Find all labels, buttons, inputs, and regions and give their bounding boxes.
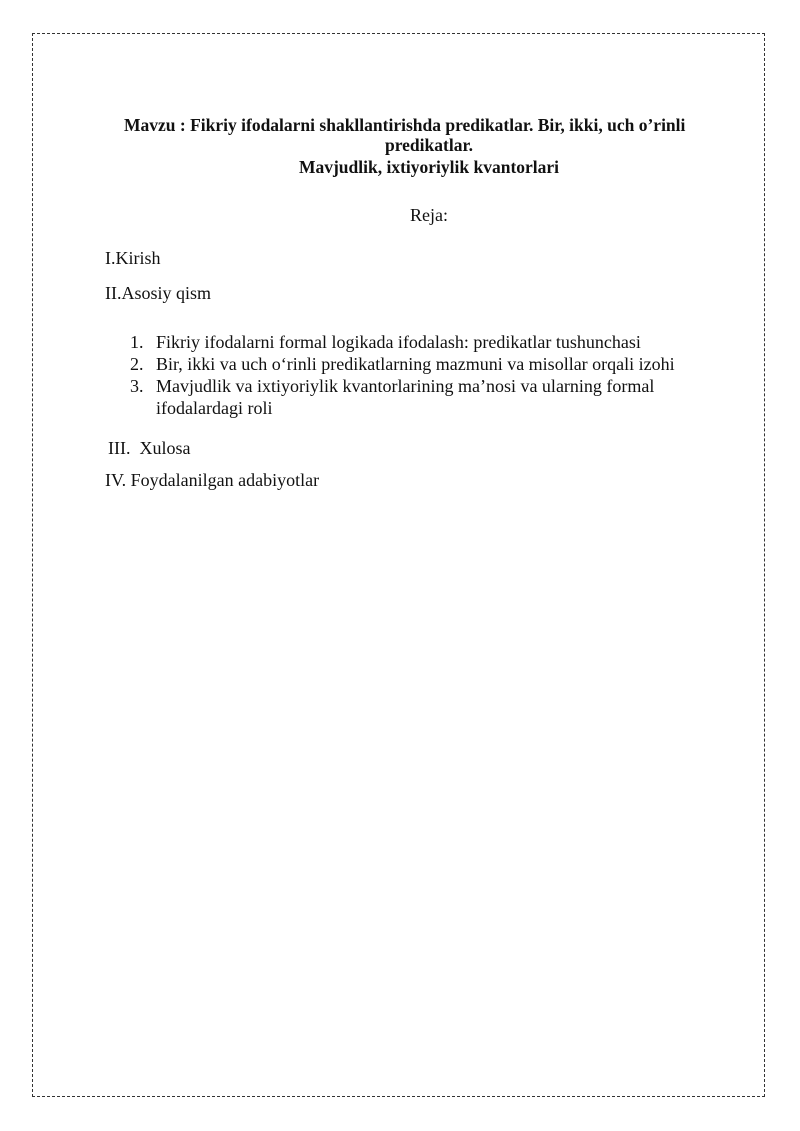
list-item-number: 1. [130,332,144,352]
section-references: IV. Foydalanilgan adabiyotlar [105,470,320,490]
list-item-number: 2. [130,354,144,374]
page-border [32,33,765,1097]
list-item [130,331,730,353]
list-item [130,353,730,375]
list-item-number: 3. [130,376,144,396]
document-title-line-1: Mavzu : Fikriy ifodalarni shakllantirishda predikatlar. Bir, ikki, uch o’rinli [124,115,686,135]
list-item-text: Mavjudlik va ixtiyoriylik kvantorlarining ma’nosi va ularning formal ifodalardagi roli [156,376,655,418]
section-conclusion: III. Xulosa [108,438,191,458]
section-main: II.Asosiy qism [105,283,212,303]
plan-heading: Reja: [410,205,448,225]
document-title-line-2: predikatlar. [384,135,473,155]
list-item [130,375,711,419]
section-intro: I.Kirish [105,248,161,268]
document-title-line-3: Mavjudlik, ixtiyoriylik kvantorlari [298,157,560,177]
list-item-text: Fikriy ifodalarni formal logikada ifodalash: predikatlar tushunchasi [156,332,641,352]
main-topics-list [130,331,730,419]
list-item-text: Bir, ikki va uch o‘rinli predikatlarning mazmuni va misollar orqali izohi [156,354,675,374]
